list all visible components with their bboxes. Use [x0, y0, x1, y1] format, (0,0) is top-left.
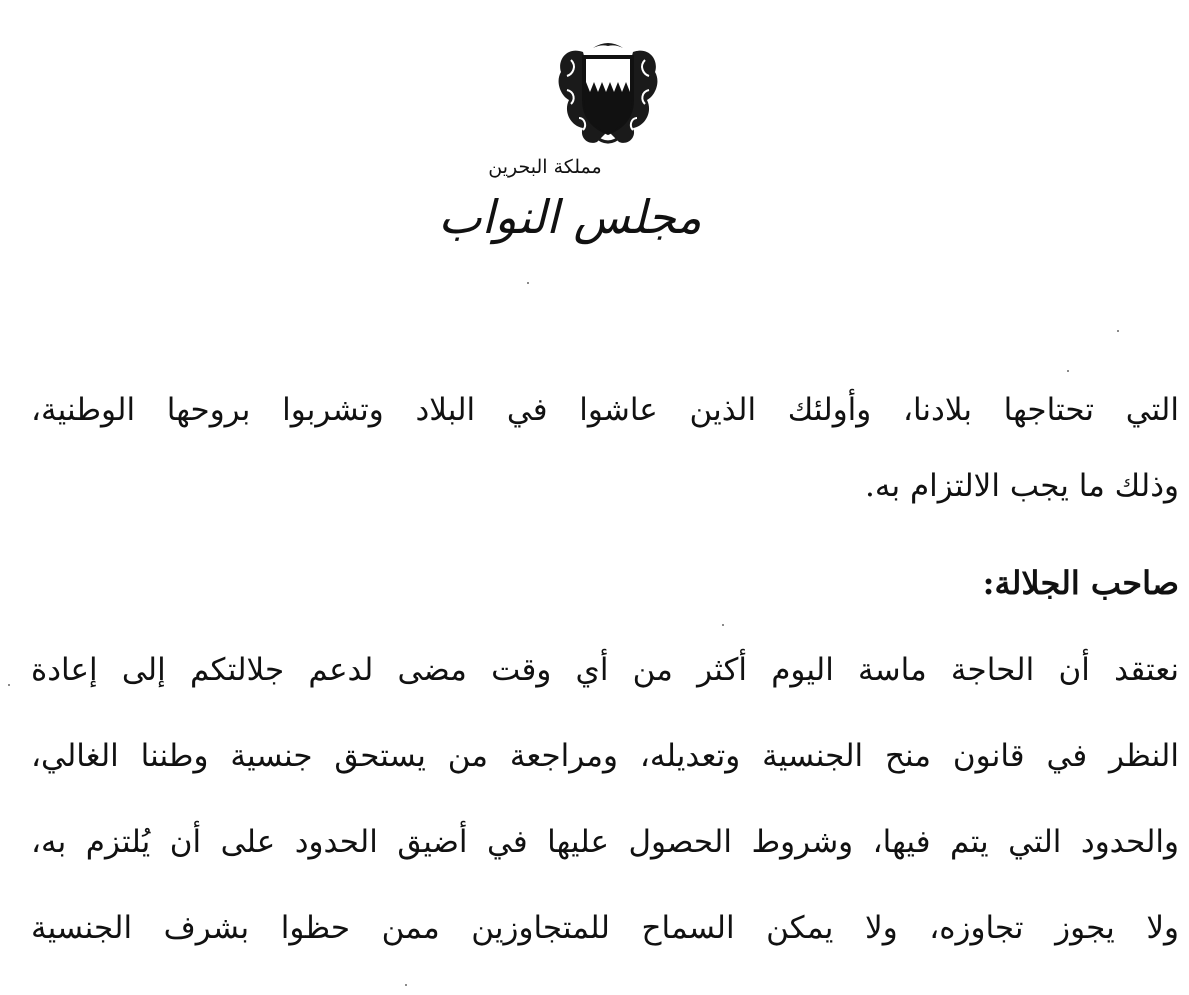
paragraph-line: نعتقد أن الحاجة ماسة اليوم أكثر من أي وقت مضى لدعم جلالتكم إلى إعادة	[31, 652, 1179, 688]
paragraph-line: ولا يجوز تجاوزه، ولا يمكن السماح للمتجاوزين ممن حظوا بشرف الجنسية	[31, 910, 1179, 946]
kingdom-name: مملكة البحرين	[488, 156, 602, 178]
scan-speck	[1117, 330, 1119, 332]
paragraph-line: النظر في قانون منح الجنسية وتعديله، ومراجعة من يستحق جنسية وطننا الغالي،	[31, 738, 1179, 774]
scan-speck	[1067, 370, 1069, 372]
scan-speck	[405, 984, 407, 986]
scan-speck	[8, 684, 10, 686]
council-name: مجلس النواب	[438, 190, 702, 244]
body-line: وذلك ما يجب الالتزام به.	[865, 468, 1179, 504]
body-line: التي تحتاجها بلادنا، وأولئك الذين عاشوا في البلاد وتشربوا بروحها الوطنية،	[31, 392, 1179, 428]
section-heading: صاحب الجلالة:	[982, 564, 1179, 602]
letterhead	[0, 0, 1189, 300]
scan-speck	[722, 624, 724, 626]
coat-of-arms-icon	[553, 38, 663, 150]
paragraph-line: والحدود التي يتم فيها، وشروط الحصول عليها في أضيق الحدود على أن يُلتزم به،	[31, 824, 1179, 860]
scan-speck	[527, 282, 529, 284]
